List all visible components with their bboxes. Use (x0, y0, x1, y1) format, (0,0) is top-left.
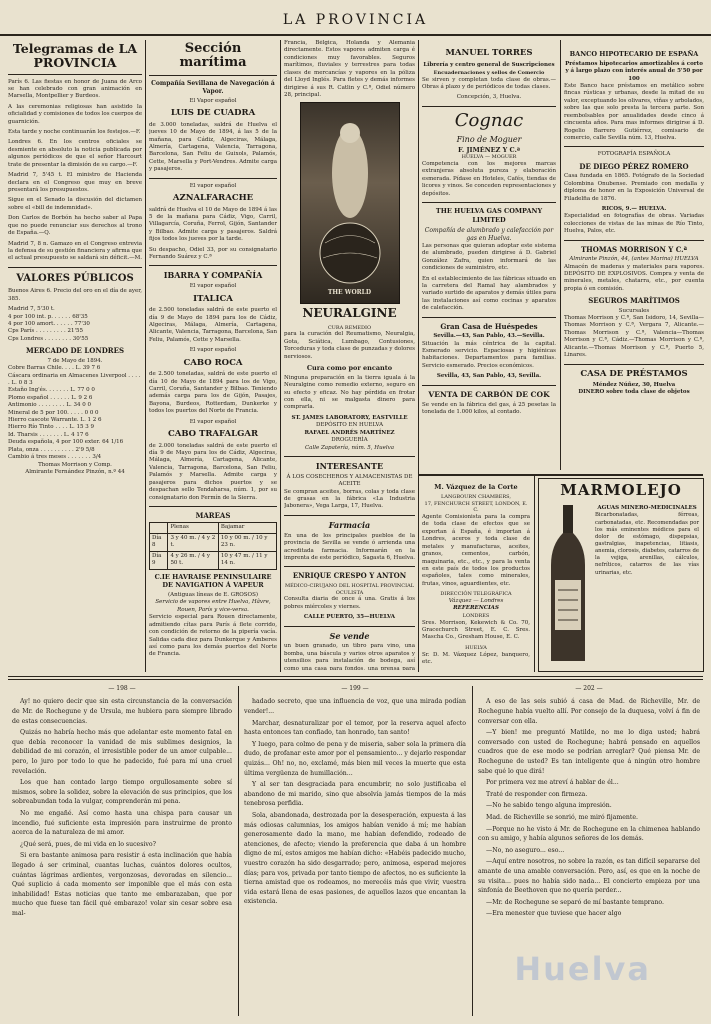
neuralgine-address: Calle Zapatería, núm. 5, Huelva (304, 444, 395, 451)
valores-row: Cps Londres . . . . . . . . 30'55 (8, 335, 89, 342)
bank-heading: BANCO HIPOTECARIO DE ESPAÑA (569, 50, 699, 58)
torres-firm: MANUEL TORRES (445, 48, 533, 58)
telegram-paragraph: Sigue en el Senado la discusión del dictamen sobre el «bill de indemnidad». (8, 197, 142, 211)
vazquez-firm: M. Vázquez de la Corte (434, 483, 518, 491)
ship-text: de 2.000 toneladas saldrá de este puerto el día 9 de Mayo para los de Cádiz, Algeciras, Málaga, Almería, Cartagena, Alicante, Valencia, Tarragona, Barcelona, San Feliu, Palamós y Marsella. Admite carga y pasajeros para dichos puertos y se despachan sello Tendaharsa, núm. 1, por su consignatario don Fermín de la Sierra. (149, 442, 277, 501)
section-rule (8, 676, 703, 677)
valores-heading: VALORES PÚBLICOS (16, 272, 134, 284)
marmolejo-title: MARMOLEJO (560, 481, 682, 499)
folletin-paragraph: —Aquí entre nosotros, no sobre la razón, es tan difícil separarse del amante de una amable conversación. Pero, así, es que en la noche de su visita... pues no había sido nada... El concierto empieza por una sinfonía de Beethoven que no quería perder... (478, 858, 700, 895)
mercado-row: Plomo español . . . . . . L. 9 2 6 (8, 394, 93, 401)
mareas-cell: 10 y 00 m. / 10 y 23 n. (218, 533, 276, 551)
globe-figure-graphic (301, 103, 399, 303)
ship-prefix: El Vapor español (189, 97, 237, 104)
column-rule (280, 40, 281, 672)
folletin-paragraph: —Mr. de Rochegune se separó de mí bastante temprano. (486, 898, 665, 906)
mareas-header-cell: Plenas (168, 523, 218, 533)
folletin-paragraph: hadado secreto, que una influencia de voz, que una mirada podían vender!... (244, 698, 466, 715)
page-number: — 202 — (575, 685, 603, 692)
morrison-text: Almacén de maderas y materiales para vapores. DEPÓSITO DE EXPLOSIVOS. Compra y venta de minerales, metales, chatarra, etc., por cuenta propia ó en comisión. (564, 263, 704, 292)
folletin-paragraph: —No, no aseguro... eso... (486, 846, 565, 854)
torres-text: Se sirven y completan toda clase de obras.—Obras á plazo y de periódicos de todas clases. (422, 76, 556, 91)
valores-row: Cps París . . . . . . . . . 21'55 (8, 328, 83, 335)
telegram-paragraph: A las ceremonias religiosas han asistido la oficialidad y comisiones de todos los cuerpos de guarnición. (8, 103, 142, 125)
mercado-row: Cáscara ordinaria en Almacenes Liverpool . . . . . L. 0 8 3 (8, 372, 141, 386)
vazquez-ref-heading: REFERENCIAS (453, 605, 499, 612)
neuralgine-shop: DROGUERÍA (331, 437, 368, 444)
marmolejo-ad (538, 478, 704, 672)
vazquez-tel: DIRECCIÓN TELEGRÁFICA (440, 591, 512, 598)
vazquez-ref-text: Sres. Morrison, Kekewich & Co. 70, Gracechurch Street, E. C. Sres. Mascha Co., Gresham House, E. C. (422, 619, 530, 641)
folletin-paragraph: A eso de las seis subió á casa de Mad. de Richeville, Mr. de Rochegune había vuelto allí. Por consejo de la duquesa, volví á fin de conversar con ella. (478, 698, 700, 725)
mercado-heading: MERCADO DE LONDRES (25, 346, 125, 356)
se-vende-heading: Se vende (329, 630, 370, 641)
mercado-row: Mineral de 5 por 100. . . . . 0 0 0 (8, 409, 99, 416)
carbon-text: Se vende en la fábrica del gas, á 25 pesetas la tonelada de 1.000 kilos, al contado. (422, 401, 556, 416)
gas-text: Las personas que quieran adoptar este sistema de alumbrado, pueden dirigirse á D. Gabriel González Zafra, quien informará de las condiciones de suministro, etc. (422, 242, 556, 272)
folletin-paragraph: No me engañé. Así como hasta una chispa para causar un incendio, fué suficiente esta impresión para instruirme de pronto acerca de la naturaleza de mi amor. (12, 810, 232, 837)
mercado-row: Hierro cascote Warrante. L. 1 2 6 (8, 417, 102, 424)
seguros-text: Thomas Morrison y C.ª, San Isidoro, 14, Sevilla—Thomas Morrison y C.ª, Vergara 7, Alicante.—Thomas Morrison y C.ª, Valencia—Thomas Morrison y C.ª, Cádiz.—Thomas Morrison y C.ª, Alicante.—Thomas Morrison y C.ª, Puerto 5, Linares. (564, 315, 704, 359)
company-name: Compañía Sevillana de Navegación á Vapor. (151, 79, 275, 95)
cognac-firm: F. JIMÉNEZ Y C.ª (457, 145, 521, 154)
newspaper-title: LA PROVINCIA (282, 12, 429, 28)
valores-row: 4 por 100 int. p. . . . . . 68'35 (8, 313, 88, 320)
vazquez-ref-text: Sr. D. M. Vázquez López, banquero, etc. (422, 651, 530, 666)
ship-prefix: El vapor español (189, 182, 237, 189)
foto-address: RICOS, 9.— HUELVA. (601, 205, 667, 212)
casa-address: Sevilla.—43, San Pablo, 43.—Sevilla. (433, 333, 545, 340)
shipping-text: Francia, Bélgica, Holanda y Alemania directamente. Estos vapores admiten carga é condiciones muy favorables. Seguros marítimos, fluviales y terrestres para todas clases de mercancías y vapores en la póliza del Lloyd Inglés. Para fletes y demás informes dirigirse á sus R. Catlin y C.ª, Odiel número 28, principal. (284, 40, 415, 98)
column-rule (534, 476, 535, 672)
neuralgine-text: Ninguna preparación en la tierra iguala á la Neuralgine como remedio externo, seguro en su efecto y eficaz. No hay pérdida en frotar con ella, ni se malgasta dinero para comprarla. (284, 374, 415, 411)
telegram-paragraph: París 6. Las fiestas en honor de Juana de Arco se han celebrado con gran animación en Marsella, Montpellier y Burdeos. (8, 78, 142, 100)
mercado-date: 7 de Mayo de 1894. (47, 357, 103, 364)
mareas-cell: Día 9 (150, 551, 168, 569)
interesante-text: Se compran aceites, borras, colas y toda clase de grasas en la fábrica «La Industria Jabonera», Vega Larga, 17, Huelva. (284, 488, 415, 510)
mareas-header-cell (150, 523, 168, 533)
vazquez-address: 17, FENCHURCH STREET, LONDON, E. C. (424, 500, 528, 514)
torres-address: Concepción, 3, Huelva. (456, 94, 522, 101)
ship-prefix: El vapor español (189, 283, 237, 290)
bottle-illustration (547, 505, 589, 665)
mercado-row: Antimonio . . . . . . . . L. 34 0 0 (8, 402, 91, 409)
folletin-paragraph: —Era menester que tuviese que hacer algo (486, 910, 622, 918)
cognac-text: Competencia con los mejores marcas extranjeras absoluta pureza y elaboración esmerada. Pídase en Hoteles, Cafés, tiendas de licores y vinos. Se conceden representaciones y depósitos. (422, 161, 556, 197)
masthead (0, 4, 711, 36)
foto-text: Casa fundada en 1865. Fotógrafo de la Sociedad Colombina Onubense. Premiado con medalla y diploma de honor en la Exposición Universal de Filadelfia de 1876. (564, 173, 704, 202)
mercado-row: Plata, onza . . . . . . . . . . 2'9 5/8 (8, 446, 95, 453)
neuralgine-title: NEURALGINE (302, 306, 397, 321)
doctor-sub: OCULISTA (335, 589, 364, 596)
page-number: — 198 — (108, 685, 136, 692)
mareas-cell: 3 y 40 m. / 4 y 2 t. (168, 533, 218, 551)
ship-name: LUIS DE CUADRA (170, 108, 256, 119)
folletin-middle (244, 684, 466, 1020)
folletin-paragraph: Quizás no habría hecho más que adelantar este momento fatal en que debía reconocer la vanidad de mis sublimes designios, la debilidad de mi corazón, el irresistible poder de un amor culpable... pero, lo juro por todo lo que he padecido, fué para mí una cruel revelación. (12, 729, 232, 775)
marmolejo-text-block (595, 505, 699, 580)
doctor-text: Consulta diaria de once á una. Gratis á los pobres miércoles y viernes. (284, 596, 415, 610)
column-rule (472, 686, 473, 1016)
ship-prefix: El vapor español (189, 418, 237, 425)
ship-name: ITALICA (193, 293, 233, 304)
vazquez-ref-city: LONDRES (462, 612, 490, 619)
vazquez-ad (422, 480, 530, 670)
foto-name: DE DIEGO PÉREZ ROMERO (579, 161, 689, 171)
doctor-address: CALLE PUERTO, 35—HUELVA (303, 614, 396, 621)
foto-heading: FOTOGRAFÍA ESPAÑOLA (597, 151, 671, 158)
bottle-icon (547, 505, 589, 665)
mercado-row: Deuda española, 4 por 100 exter. 64 1/16 (8, 439, 124, 446)
column-rule (418, 40, 419, 672)
vazquez-ref-city: HUELVA (465, 644, 487, 651)
folletin-paragraph: Sola, abandonada, destrozada por la desesperación, expuesta á las más odiosas calumnias, los amigos habían venido á mí; me habían generosamente dado la mano, me habían defendido, rodeado de atenciones, de afecto; viendo la preferencia que daba á un hombre digno de mí, estos amigos me habían dicho: «Habéis padecido mucho, vuestro corazón ha sido desgarrado; pero, animosa, esperad mejores días; para vos, privada por tanto tiempo de afectos, no es suficiente la tierna amistad que os rodeamos, no merecéis más que vivir, vuestra vida estará llena de esas pasiones, de aquellos lazos que encantan la existencia. (244, 812, 466, 906)
bank-sub: Préstamos hipotecarios amortizables á corto y á largo plazo con interés anual de 5'50 por 100 (565, 60, 703, 82)
illustration-label: THE WORLD (327, 289, 372, 297)
farmacia-text: En una de los principales pueblos de la provincia de Sevilla se vende ó arrienda una acreditada farmacia. Informarán en la imprenta de este periódico, Sagasta 6, Huelva. (284, 532, 415, 561)
company-name: C.IE HAVRAISE PENINSULAIRE DE NAVIGATION Á VAPEUR (154, 572, 272, 590)
telegram-paragraph: Don Carlos de Borbón ha hecho saber al Papa que no puede renunciar sus derechos al trono de España.—Q. (8, 215, 142, 237)
ship-name: CABO TRAFALGAR (167, 429, 259, 440)
company-name: IBARRA Y COMPAÑÍA (163, 270, 263, 281)
foto-text: Especialidad en fotografías de obras. Variadas colecciones de vistas de las minas de Río Tinto, Huelva, Palos, etc. (564, 213, 704, 235)
ship-text: de 2.500 toneladas, saldrá de este puerto el día 10 de Mayo de 1894 para los de Vigo, Carril, Coruña, Santander y Bilbao. Teniendo además carga para los de Gijón, Pasajes, Bayona, Burdeos, Rotterdam, Dunkerke y todos los puertos del Norte de Francia. (149, 371, 277, 415)
neuralgine-depot: DEPÓSITO EN HUELVA (315, 422, 384, 429)
telegrams-column (8, 40, 142, 670)
seguros-heading: SEGUROS MARÍTIMOS (588, 296, 680, 306)
folletin-paragraph: Por primera vez me atreví á hablar de él... (486, 779, 619, 787)
ship-name: AZNALFARACHE (172, 193, 254, 204)
neuralgine-column (284, 40, 415, 670)
column-rule (238, 686, 239, 1016)
folletin-paragraph: —Y bien! me preguntó Matilde, no me lo diga usted; habrá conversado con usted de Rochegune; habrá pensado en aquellos cuadros que de ese modo se podrían arreglar? Qué piensa Mr. de Rochegune de usted? Es tan inteligente que á ningún otro hombre sabe qué lo que dirá! (478, 729, 700, 775)
se-vende-text: un buen granado, un tibro para vino, una bomba, una báscula y varios otros aparatos y utensilios para instalación de bodega, así como una casa para fondos, una prensa para (284, 643, 415, 670)
folletin-paragraph: Los que han contado largo tiempo orgullosamente sobre sí mismos, sobre la solidez, sobre la elevación de sus principios, que los sobreabundan toda la vulgar, comprenderán mi pena. (12, 779, 232, 806)
seguros-sub: Sucursales (618, 307, 650, 314)
bank-text: Este Banco hace préstamos en metálico sobre fincas rústicas y urbanas, desde la mitad de su valor, exceptuando los olivares, viñas y arbolados, sobre las que solo presta la tercera parte. Son reembolsables por anualidades desde cinco á cincuenta años. Para mas informes dirigirse á D. Rogelio Barrero Gutiérrez, comisario de comercio, calle Sevilla núm. 13, Huelva. (564, 83, 704, 141)
cognac-sub: Fino de Moguer (456, 134, 522, 144)
prestamos-text: DINERO sobre toda clase de objetos (578, 389, 690, 396)
folletin-paragraph: Y luego, para colmo de pena y de miseria, saber sola la primera día dudo, de profanar este amor por el pensamiento... y dejarlo respondar quizás... Oh! no, no, exclamé, más bien mil veces la muerte que esta última vergüenza de humillación... (244, 740, 466, 777)
company-text: Servicio especial para Rouen directamente, admitiendo cítas para París á flete corrido, con condición de retorno de la pipería vacía. Salidas cada diez para Dunkerque y Amberes así como para los demás puertos del Norte de Francia. (149, 614, 277, 658)
maritime-column (149, 40, 277, 670)
neuralgine-subtitle: CURA REMEDIO (327, 324, 372, 331)
gas-text: En el establecimiento de las fábricas situado en la carretera del Ramal hay alambrados y variado surtido de aparatos y demás útiles para las instalaciones así como cocinas y aparatos de calefacción. (422, 275, 556, 312)
folletin-paragraph: Traté de responder con firmeza. (486, 790, 588, 798)
neuralgine-illustration (300, 102, 400, 304)
banco-column (564, 40, 704, 470)
ship-text: de 3.000 toneladas, saldrá de Huelva el jueves 10 de Mayo de 1894, á las 5 de la mañana, para Cádiz, Algeciras, Málaga, Almería, Cartagena, Valencia, Tarragona, Barcelona, San Feliu de Guixols, Palamós, Cette, Marsella y Port-Vendres. Admite carga y pasajeros. (149, 121, 277, 173)
telegram-paragraph: Londres 6. En los centros oficiales se desmiente en absoluto la noticia publicada por algunos periódicos de que el señor Harcourt trate de presentar la dimisión de su cargo.—F. (8, 139, 142, 168)
marmolejo-sub: AGUAS MINERO-MEDICINALES (597, 505, 697, 511)
interesante-sub: Á LOS COSECHEROS Y ALMACENISTAS DE ACEITE (286, 473, 413, 488)
ship-text: saldrá de Huelva el 10 de Mayo de 1894 á las 5 de la mañana para Cádiz, Vigo, Carril, Villagarcía, Coruña, Ferrol, Gijón, Santander y Bilbao. Admite carga y pasajeros. Saldrá fijos todos los jueves por la tarde. (149, 206, 277, 243)
vazquez-tel-address: Vázquez — Londres (448, 597, 504, 604)
mercado-row: Cobre Barras Chile. . . . L. 39 7 6 (8, 365, 101, 372)
section-rule (418, 474, 703, 476)
neuralgine-firm: ST. JAMES LABORATORY, EASTVILLE (291, 414, 408, 421)
telegram-paragraph: Madrid 7, 5'45 t. El ministro de Hacienda declara en el Congreso que muy en breve presentará los presupuestos. (8, 172, 142, 193)
folletin-paragraph: Y al ser tan desgraciada para encumbrir, no solo justificaba el abandono de mi marido, sino que absolvía jamás tiempos de la más tenebrosa perfidia. (244, 781, 466, 808)
torres-sub: Librería y centro general de Suscripciones (423, 62, 555, 69)
morrison-heading: THOMAS MORRISON Y C.ª (580, 244, 688, 254)
ship-name: CABO ROCA (183, 357, 243, 368)
section-rule (8, 679, 703, 680)
maritime-heading: Sección marítima (179, 41, 247, 71)
cognac-title: Cognac (454, 109, 524, 131)
casa-address: Sevilla, 43, San Pablo, 43, Sevilla. (436, 373, 542, 380)
interesante-heading: INTERESANTE (315, 460, 384, 471)
morrison-address: Almirante Pinzón, 44, (antes Marina) HUELVA (569, 256, 699, 263)
folletin-paragraph: Mad. de Richeville se sonrió, me miró fijamente. (486, 814, 638, 821)
mareas-cell: 10 y 47 m. / 11 y 14 n. (218, 551, 276, 569)
neuralgine-text: para la curación del Reumatismo, Neuralgia, Gota, Sciática, Lumbago, Contusiones, Torceduras y toda clase de punzadas y dolores nerviosos. (284, 331, 415, 360)
ship-agent: Su despacho, Odiel 33, por su consignatario Fernando Suárez y C.ª (149, 246, 277, 261)
folletin-paragraph: Ay! no quiero decir que sin esta circunstancia de la conversación de Mr. de Rochegune y de Ursula, me hubiera para siempre librado de estas consecuencias. (12, 698, 232, 725)
folletin-paragraph: —Porque no he visto á Mr. de Rochegune en la chimenea hablando con su amigo, y había algunos señores de los demás. (478, 825, 700, 843)
vazquez-sub: LANGBOURN CHAMBERS, (441, 493, 511, 500)
casa-text: Situación la más céntrica de la capital. Esmerado servicio. Espaciosas y higiénicas habitaciones. Departamentos para familias. Servicio esmerado. Precios económicos. (422, 340, 556, 369)
telegram-paragraph: Madrid 7, 8 n. Gamazo en el Congreso entrevia la defensa de su gestión financiera y afirma que el actual presupuesto se saldará sin déficit.—M. (8, 240, 142, 262)
valores-intro: Buenos Aires 6. Precio del oro en el día de ayer, 385. (8, 288, 142, 302)
mareas-heading: MAREAS (195, 510, 231, 520)
cognac-place: HUELVA — MOGUER (461, 154, 517, 161)
valores-row: 4 por 100 amort. . . . . . 77'30 (8, 320, 90, 327)
library-watermark: Huelva (514, 950, 651, 988)
mercado-row: Hierro Río Tinto . . . . L. 15 3 9 (8, 424, 94, 431)
folletin-paragraph: Marchar, desnaturalizar por el temor, por la reserva aquel afecto hasta entonces tan confiado, tan honrado, tan santo! (244, 719, 466, 737)
doctor-sub: MÉDICO-CIRUJANO DEL HOSPITAL PROVINCIAL (284, 582, 415, 589)
company-agent: (Antiguas líneas de E. GROSOS) (168, 592, 258, 599)
mareas-header-cell: Bajamar (218, 523, 276, 533)
mareas-table (149, 522, 277, 569)
ship-text: de 2.500 toneladas saldrá de este puerto el día 9 de Mayo de 1894 para los de Cádiz, Algeciras, Málaga, Almería, Cartagena, Alicante, Valencia, Tarragona, Barcelona, San Feliu, Palamós, Cette y Marsella. (149, 307, 277, 343)
valores-row: Madrid 7, 5'30 t. (8, 306, 55, 313)
farmacia-heading: Farmacia (328, 519, 371, 530)
ship-prefix: El vapor español (189, 347, 237, 354)
neuralgine-slogan: Cura como por encanto (306, 364, 393, 372)
folletin-left (12, 684, 232, 1020)
doctor-name: ENRIQUE CRESPO Y ANTON (292, 571, 407, 581)
gas-sub: Compañía de alumbrado y calefacción por gas en Huelva. (424, 226, 554, 242)
page-number: — 199 — (341, 685, 369, 692)
prestamos-heading: CASA DE PRÉSTAMOS (580, 368, 688, 379)
firm-line: Thomas Morrison y Comp. (38, 461, 112, 468)
mercado-row: Estaño Ing'és. . . . . . . L. 77 0 0 (8, 387, 95, 394)
torres-sub: Encuadernaciones y sellos de Comercio (433, 69, 545, 76)
neuralgine-agent: RAFAEL ANDRÉS MARTÍNEZ (304, 429, 395, 436)
mareas-cell: Día 8 (150, 533, 168, 551)
folletin-paragraph: Si era bastante animosa para resistir á esta inclinación que había llegado á ser criminal, cuantas luchas, cuántos dolores ocultos, cuántas lágrimas ardientes, vergonzosas, devoradas en silencio... Qué suplicio á cada momento ser imponible que el más con esta inhabilidad! Estas noticias que tanto me embarazaban, que por mucho que fuese tan fácil qué embarazo! volar sin cesar sobre esa mal- (12, 852, 232, 918)
mareas-cell: 4 y 26 m. / 4 y 50 t. (168, 551, 218, 569)
column-rule (560, 40, 561, 470)
prestamos-address: Méndez Núñez, 30, Huelva (592, 382, 676, 389)
company-service: Servicio de vapores entre Huelva, Hâvre, Rouen, París y vice-versa. (155, 599, 271, 613)
folletin-paragraph: ¿Qué será, pues, de mi vida en lo sucesivo? (20, 840, 156, 848)
telegrams-heading: Telegramas de LA PROVINCIA (12, 41, 138, 70)
mercado-row: Cambio á tres meses . . . . . . . 3/4 (8, 454, 102, 461)
gas-heading: THE HUELVA GAS COMPANY LIMITED (435, 207, 543, 224)
casa-heading: Gran Casa de Huéspedes (440, 321, 538, 331)
folletin-paragraph: —No he sabido tengo alguna impresión. (486, 802, 612, 810)
carbon-heading: VENTA DE CARBÓN DE COK (428, 389, 550, 399)
vazquez-text: Agente Comisionista para la compra de toda clase de efectos que se exportan á España, é importan á Londres, aceros y toda clase de metales y manufacturas, aceites, granos, cementos, carbón, maquinaria, etc., etc., y para la venta en este país de todos los productos españoles, tales como minerales, frutas, vinos, aguardientes, etc. (422, 514, 530, 587)
mercado-row: Id. Tharsis . . . . . . . L. 4 17 6 (8, 431, 89, 438)
column-rule (145, 40, 146, 672)
marmolejo-text: Bicarbonatadas, férreas, carbonatadas, etc. Recomendadas por los más eminentes médicos para el dolor de estómago, dispepsias, gastralgias, inapetencias, litiasis, anemia, clorosis, diabetes, catarros de la vejiga, arenillas, cálculos, nefríticos, catarros de las vías urinarias, etc. (595, 512, 699, 576)
telegram-paragraph: Esta tarde y noche continuarán los festejos.—F. (8, 129, 141, 136)
torres-column (422, 40, 556, 470)
firm-address: Almirante Fernández Pinzón, n.º 44 (25, 469, 125, 475)
